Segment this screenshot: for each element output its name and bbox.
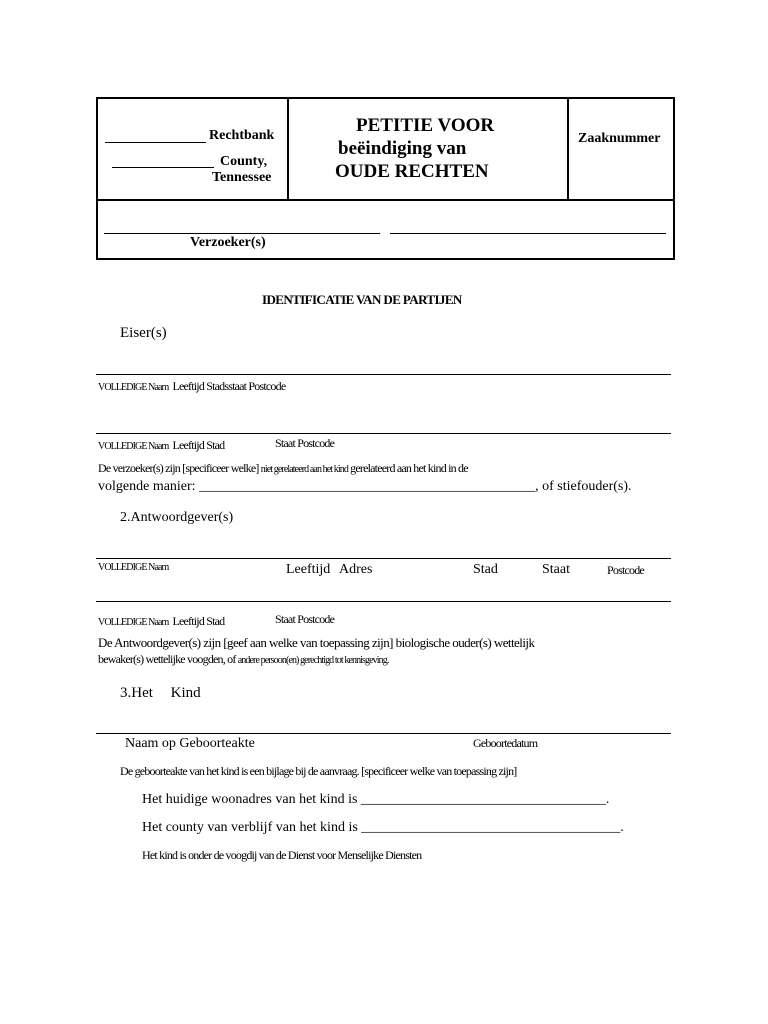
child-heading-number: 3.Het [120,685,153,701]
county-label: County, [220,154,268,169]
child-heading-word: Kind [170,685,201,701]
petitioner-2-field[interactable] [390,233,666,234]
child-heading [120,685,201,702]
statement-text: De Antwoordgever(s) zijn [geef aan welke van toepassing zijn] [98,635,393,650]
child-option-county [142,820,624,836]
county-name-field[interactable] [112,167,214,168]
option-guardian: bewaker(s) [98,652,144,666]
child-name-field[interactable] [96,733,671,734]
plaintiff-1-labels [98,377,285,395]
full-name-label: VOLLEDIGE Naam [98,441,169,452]
state-label: Staat [542,562,570,577]
respondent-relation-statement-1 [98,635,534,651]
option-biological-parents: biologische ouder(s) [395,635,492,650]
custody-text: Het kind is onder de voogdij van de Dienst voor Menselijke Diensten [142,848,422,862]
option-legal-label: wettelijk [493,635,535,650]
header-column-divider-2 [567,97,569,200]
state-zip-label: Staat Postcode [275,436,335,450]
header-column-divider-1 [287,97,289,200]
respondent-relation-statement-2 [98,652,388,667]
relation-manner-field[interactable]: volgende manier: ________________________________________________, of [98,479,554,494]
address-label: Adres [339,562,373,577]
residence-address-field[interactable]: Het huidige woonadres van het kind is ___________________________________. [142,792,610,807]
section-title: IDENTIFICATIE VAN DE PARTIJEN [262,292,462,307]
full-name-label: VOLLEDIGE Naam [98,617,169,628]
city-label: Stad [473,562,498,577]
court-label: Rechtbank [209,128,275,143]
zip-label: Postcode [607,563,644,577]
plaintiff-2-field[interactable] [96,433,671,434]
age-city-label: Leeftijd Stad [172,614,225,628]
statement-text: De verzoeker(s) zijn [specificeer welke] [98,461,259,475]
age-label: Leeftijd [286,562,331,577]
state-label: Tennessee [212,170,272,185]
petitioner-relation-statement-1 [98,461,468,476]
plaintiff-2-labels [98,436,224,454]
title-line-3: OUDE RECHTEN [335,161,489,182]
court-name-field[interactable] [105,142,206,143]
petitioner-1-field[interactable] [104,233,380,234]
child-option-custody [142,848,421,863]
respondents-heading: 2.Antwoordgever(s) [120,510,234,525]
plaintiffs-heading: Eiser(s) [120,325,167,341]
county-residence-field[interactable]: Het county van verblijf van het kind is _____________________________________. [142,820,624,835]
state-zip-label: Staat Postcode [275,612,335,626]
full-name-label: VOLLEDIGE Naam [98,562,169,573]
option-related: gerelateerd aan het kind in de [350,461,468,475]
child-dob-label: Geboortedatum [473,736,538,750]
option-stepparent: stiefouder(s). [557,479,632,494]
petitioners-label: Verzoeker(s) [190,235,266,250]
title-line-1: PETITIE VOOR [356,115,495,136]
respondent-1-field[interactable] [96,558,671,559]
respondent-2-labels [98,612,224,630]
birth-certificate-statement: De geboorteakte van het kind is een bijlage bij de aanvraag. [specificeer welke van toepassing zijn] [120,764,517,778]
plaintiff-row-1-labels: Leeftijd Stadsstaat Postcode [172,379,286,393]
option-not-related: niet gerelateerd aan het kind [260,464,348,475]
title-line-2: beëindiging van [338,138,467,159]
option-other-persons: andere persoon(en) gerechtigd tot kennisgeving. [237,655,389,666]
option-legal-guardians: wettelijke voogden, of [145,652,236,666]
plaintiff-1-field[interactable] [96,374,671,375]
age-city-label: Leeftijd Stad [172,438,225,452]
respondent-2-field[interactable] [96,601,671,602]
case-number-label: Zaaknummer [578,131,661,146]
child-name-label: Naam op Geboorteakte [125,736,255,751]
child-option-residence [142,792,609,808]
petitioner-relation-statement-2 [98,479,632,495]
header-divider [96,199,675,201]
full-name-label: VOLLEDIGE Naam [98,382,169,393]
